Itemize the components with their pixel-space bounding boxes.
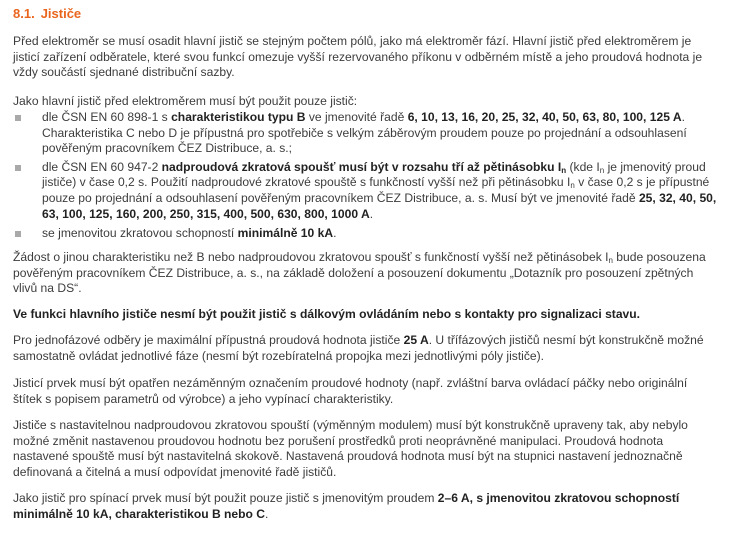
- section-title: Jističe: [40, 6, 82, 21]
- paragraph-breaker-requirements-intro: Jako hlavní jistič před elektroměrem musí být použit pouze jistič:: [13, 94, 358, 108]
- square-bullet-icon: [15, 165, 21, 171]
- list-item: se jmenovitou zkratovou schopností minimálně 10 kA.: [13, 226, 718, 242]
- paragraph-single-phase-limit: Pro jednofázové odběry je maximální přípustná proudová hodnota jističe 25 A. U třífázových jističů nesmí být konstrukčně možné samostatně ovládat jednotlivé fáze (nesmí být rozebíratelná propojka mezi jednotlivými póly jističe).: [13, 333, 704, 363]
- paragraph-marking-requirement: Jisticí prvek musí být opatřen nezáměnným označením proudové hodnoty (např. zvláštní barva ovládací páčky nebo originální štítek s popisem parametrů od výrobce) a jeho vypínací charakteristiky.: [13, 376, 688, 406]
- paragraph-main-breaker-intro: Před elektroměr se musí osadit hlavní jistič se stejným počtem pólů, jako má elektroměr fází. Hlavní jistič před elektroměrem je jisticí zařízení odběratele, které svou funkcí omezuje vyšší rezervovaného příkonu v odběrném místě a jeho proudová hodnota je vždy součástí sjednané distribuční sazby.: [13, 34, 703, 80]
- list-item: dle ČSN EN 60 898-1 s charakteristikou typu B ve jmenovité řadě 6, 10, 13, 16, 20, 25, 32, 40, 50, 63, 80, 100, 125 A. Charakteristika C nebo D je přípustná pro spotřebiče s velkým záběrovým proudem pouze po projednání a odsouhlasení pověřeným pracovníkem ČEZ Distribuce, a. s.;: [13, 110, 718, 157]
- square-bullet-icon: [15, 231, 21, 237]
- paragraph-remote-control-prohibition: Ve funkci hlavního jističe nesmí být použit jistič s dálkovým ovládáním nebo s kontakty pro signalizaci stavu.: [13, 307, 641, 321]
- paragraph-other-characteristic-request: Žádost o jinou charakteristiku než B nebo nadproudovou zkratovou spoušť s funkčností vyšší než pětinásobek $I_n$ bude posouzena pověřeným pracovníkem ČEZ Distribuce, a. s., na základě doložení a posouzení dokumentu „Dotazník pro posouzení zpětných vlivů na DS“.: [13, 250, 706, 296]
- section-number: 8.1.: [13, 6, 35, 21]
- square-bullet-icon: [15, 115, 21, 121]
- paragraph-switching-element-breaker: Jako jistič pro spínací prvek musí být použit pouze jistič s jmenovitým proudem 2–6 A, s jmenovitou zkratovou schopností minimálně 10 kA, charakteristikou B nebo C.: [13, 491, 680, 521]
- paragraph-adjustable-trip-unit: Jističe s nastavitelnou nadproudovou zkratovou spouští (výměnným modulem) musí být konstrukčně upraveny tak, aby nebylo možné změnit nastavenou proudovou hodnotu bez porušení prostředků proti neoprávněné manipulaci. Proudová hodnota nastavené spouště musí být nastavitelná skokově. Nastavená proudová hodnota musí být na stupnici nastavení jednoznačně definovaná a čitelná a musí odpovídat jmenovité řadě jističů.: [13, 418, 688, 479]
- section-heading: [13, 6, 81, 22]
- requirements-list: [13, 110, 718, 242]
- list-item: dle ČSN EN 60 947-2 nadproudová zkratová spoušť musí být v rozsahu tří až pětinásobku $I_n$ (kde $I_n$ je jmenovitý proud jističe) v čase 0,2 s. Použití nadproudové zkratové spouště s funkčností vyšší než při pětinásobku $I_n$ v čase 0,2 s je přípustné pouze po projednání a odsouhlasení pověřeným pracovníkem ČEZ Distribuce, a. s. Musí být ve jmenovité řadě 25, 32, 40, 50, 63, 100, 125, 160, 200, 250, 315, 400, 500, 630, 800, 1000 A.: [13, 160, 718, 222]
